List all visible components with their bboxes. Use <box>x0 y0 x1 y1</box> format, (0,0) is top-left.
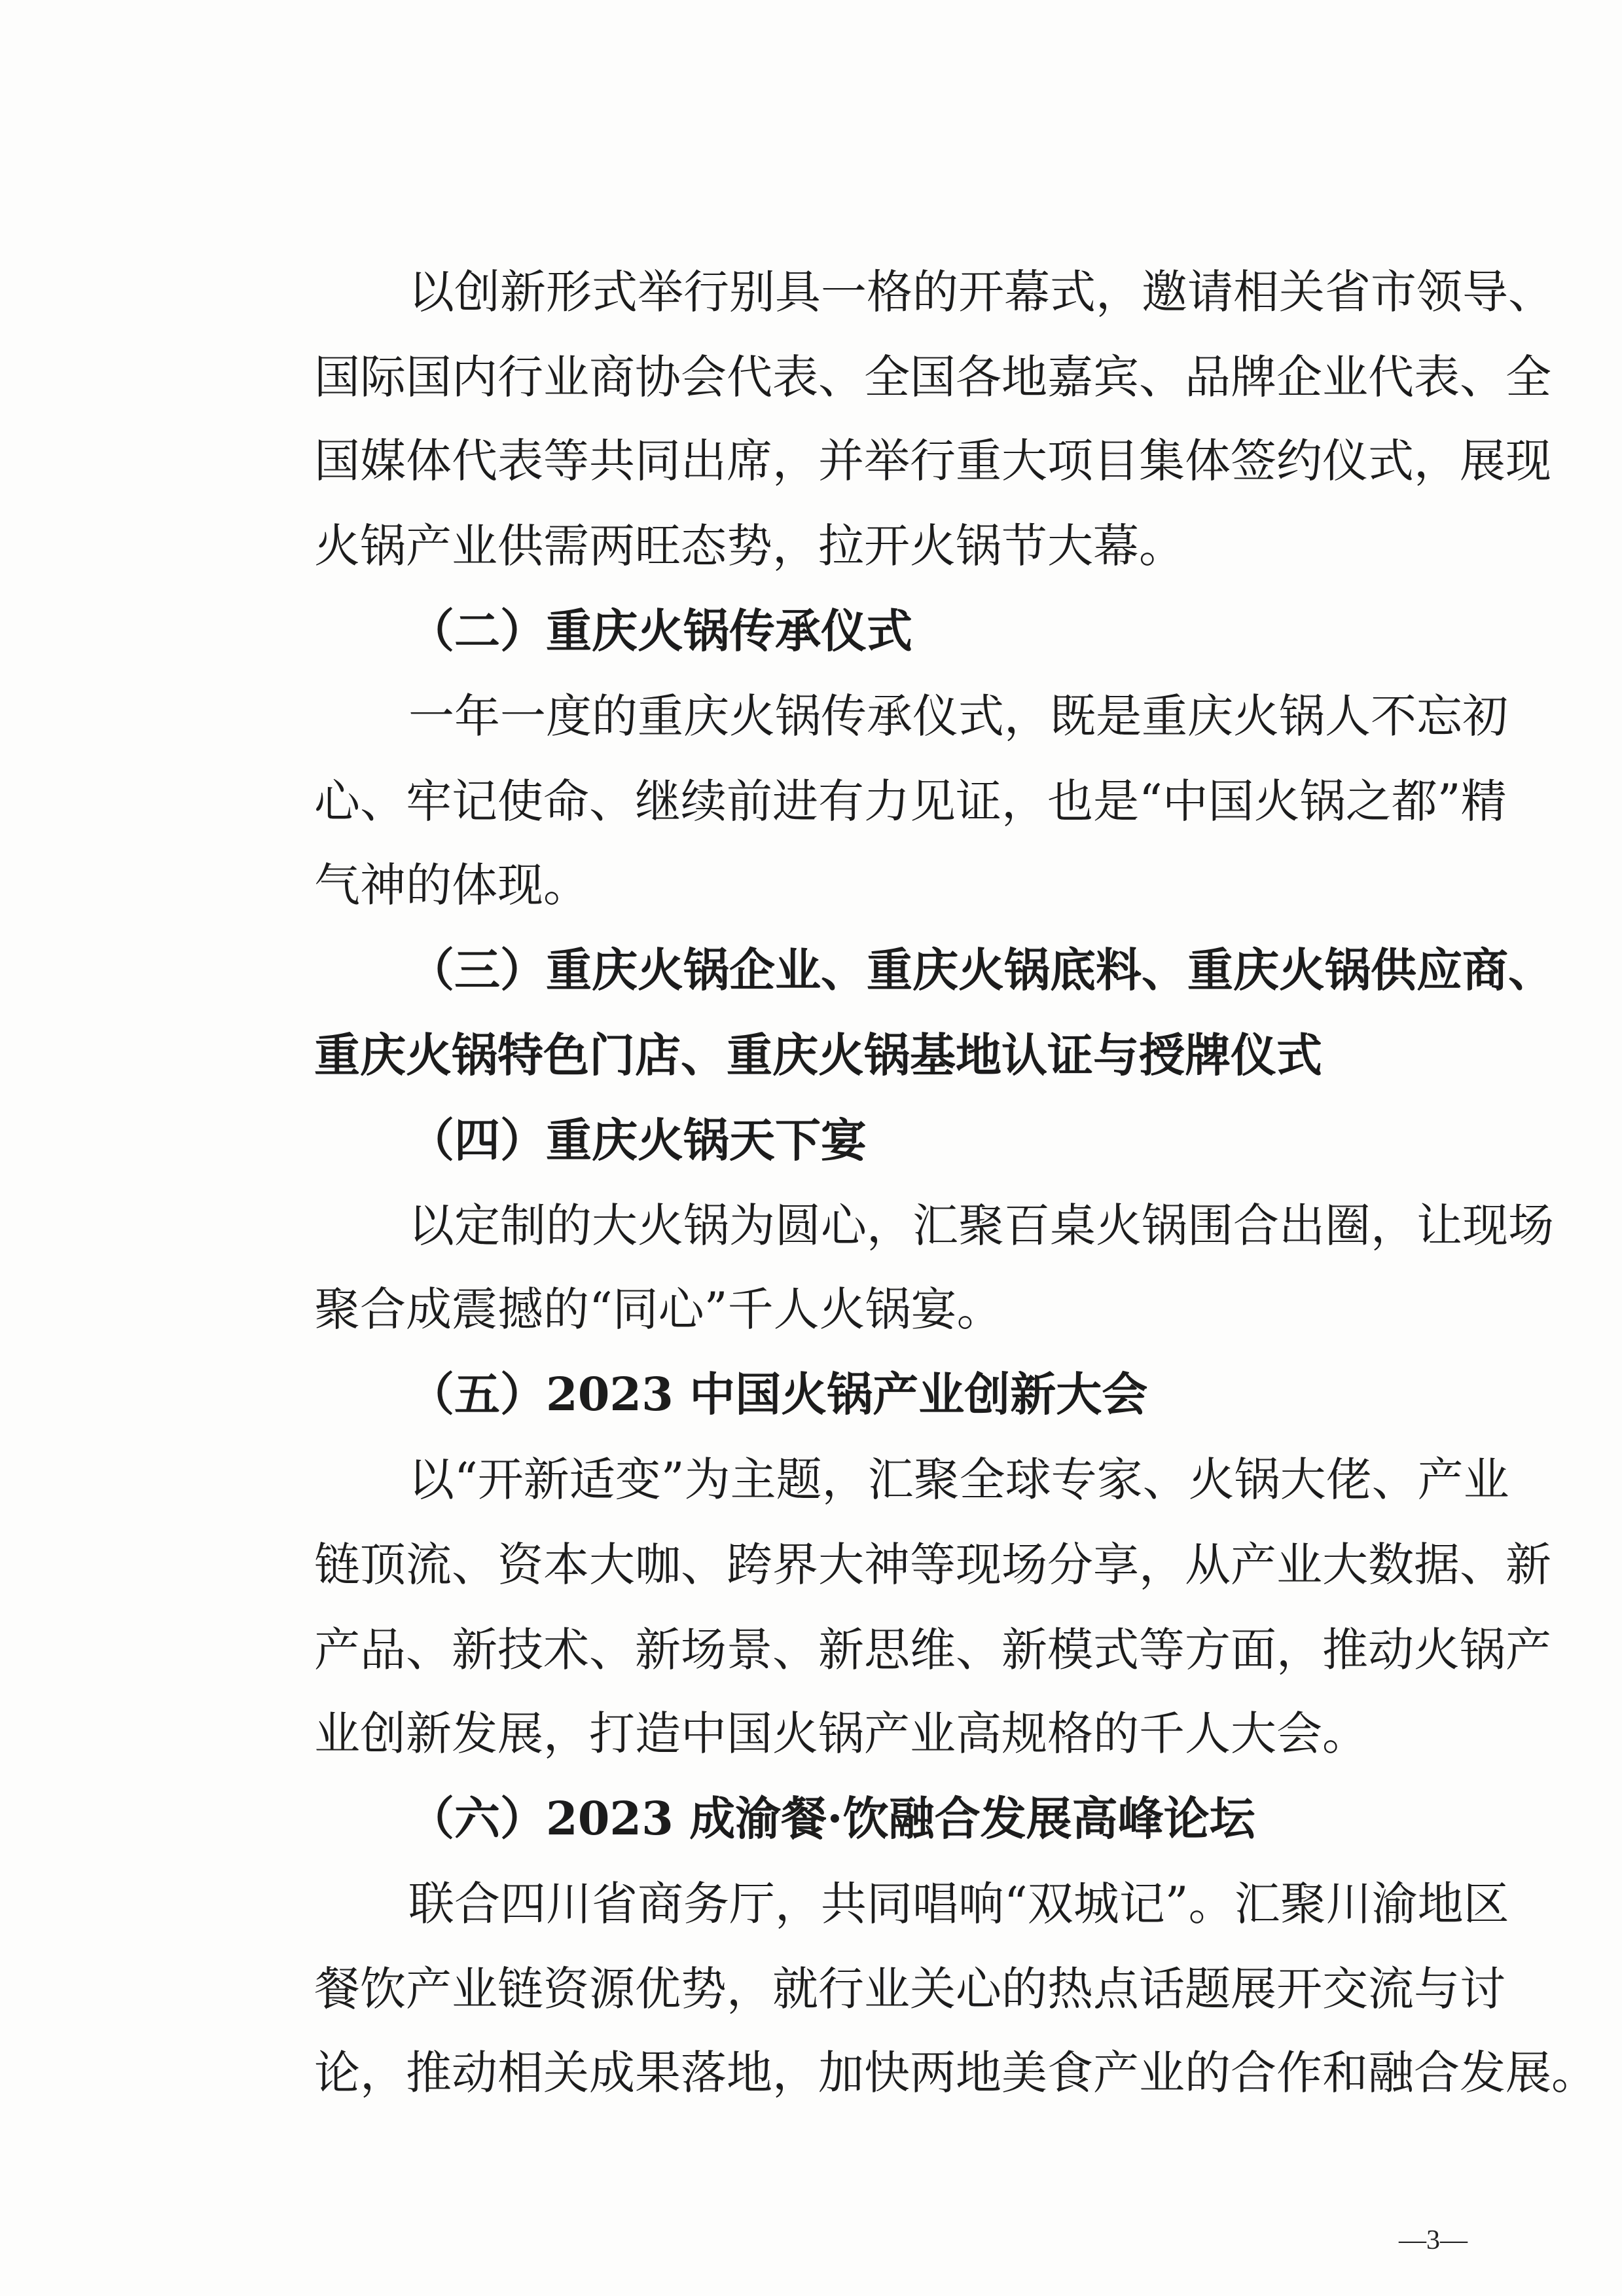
paragraph-line: 联合四川省商务厅，共同唱响“双城记”。汇聚川渝地区 <box>408 1877 1509 1931</box>
section-heading: （五）2023 中国火锅产业创新大会 <box>408 1367 1148 1421</box>
paragraph-line: 论，推动相关成果落地，加快两地美食产业的合作和融合发展。 <box>314 2046 1597 2100</box>
paragraph-line: 餐饮产业链资源优势，就行业关心的热点话题展开交流与讨 <box>314 1962 1505 2016</box>
section-heading: （三）重庆火锅企业、重庆火锅底料、重庆火锅供应商、 <box>408 943 1554 997</box>
paragraph-line: 火锅产业供需两旺态势，拉开火锅节大幕。 <box>314 519 1185 573</box>
paragraph-line: 业创新发展，打造中国火锅产业高规格的千人大会。 <box>314 1707 1368 1760</box>
paragraph-line: 以创新形式举行别具一格的开幕式，邀请相关省市领导、 <box>408 265 1554 319</box>
paragraph-line: 聚合成震撼的“同心”千人火锅宴。 <box>314 1283 1003 1336</box>
paragraph-line: 国媒体代表等共同出席，并举行重大项目集体签约仪式，展现 <box>314 434 1551 488</box>
paragraph-line: 以定制的大火锅为圆心，汇聚百桌火锅围合出圈，让现场 <box>408 1199 1554 1252</box>
paragraph-line: 以“开新适变”为主题，汇聚全球专家、火锅大佬、产业 <box>408 1453 1509 1506</box>
paragraph-line: 气神的体现。 <box>314 858 589 912</box>
paragraph-line: 产品、新技术、新场景、新思维、新模式等方面，推动火锅产 <box>314 1623 1551 1677</box>
paragraph-line: 链顶流、资本大咖、跨界大神等现场分享，从产业大数据、新 <box>314 1538 1551 1592</box>
paragraph-line: 心、牢记使命、继续前进有力见证，也是“中国火锅之都”精 <box>314 774 1507 828</box>
section-heading: （六）2023 成渝餐·饮融合发展高峰论坛 <box>408 1791 1255 1846</box>
paragraph-line: 国际国内行业商协会代表、全国各地嘉宾、品牌企业代表、全 <box>314 350 1551 404</box>
section-heading: 重庆火锅特色门店、重庆火锅基地认证与授牌仪式 <box>314 1028 1322 1082</box>
page-number: —3— <box>1399 2225 1468 2255</box>
paragraph-line: 一年一度的重庆火锅传承仪式，既是重庆火锅人不忘初 <box>408 689 1508 743</box>
section-heading: （二）重庆火锅传承仪式 <box>408 604 912 658</box>
section-heading: （四）重庆火锅天下宴 <box>408 1113 867 1167</box>
